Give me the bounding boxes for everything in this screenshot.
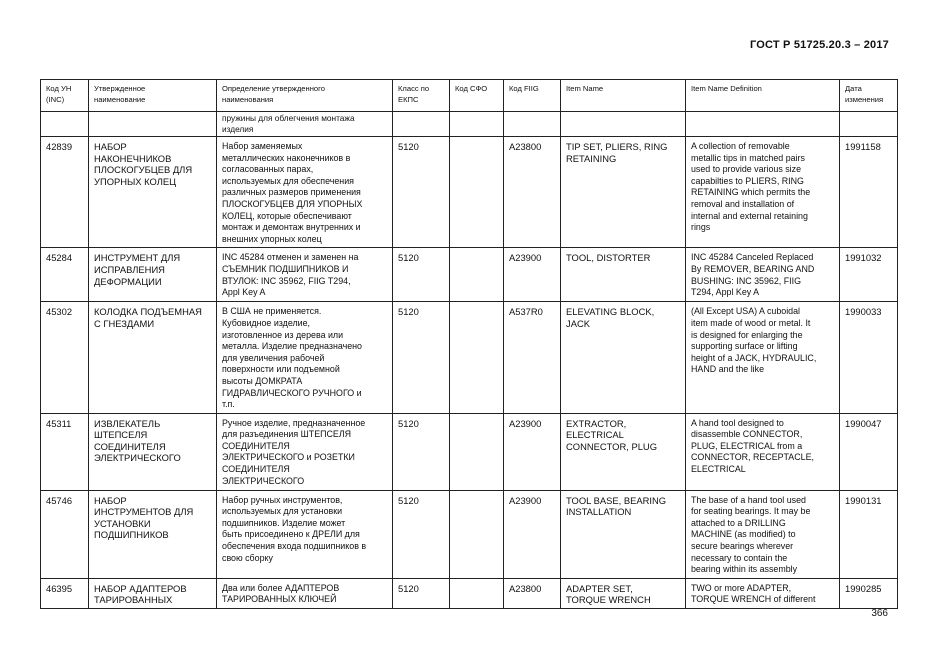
page-number: 366	[871, 608, 888, 619]
table-row	[41, 248, 898, 302]
cell-date: 1990033	[840, 302, 898, 413]
cell-inc: 46395	[41, 578, 89, 608]
cell-item-name: EXTRACTOR, ELECTRICAL CONNECTOR, PLUG	[561, 413, 686, 490]
cell-item-name: TIP SET, PLIERS, RING RETAINING	[561, 137, 686, 248]
cell-fiig: A23900	[504, 413, 561, 490]
header-sfo-code: Код СФО	[450, 80, 504, 112]
cell-sfo	[450, 490, 504, 578]
cell-definition: Ручное изделие, предназначенное для разъединения ШТЕПСЕЛЯ СОЕДИНИТЕЛЯ ЭЛЕКТРИЧЕСКОГО и РОЗЕТКИ СОЕДИНИТЕЛЯ ЭЛЕКТРИЧЕСКОГО	[217, 413, 393, 490]
header-ekps-class: Класс по ЕКПС	[393, 80, 450, 112]
cell-item-def: A hand tool designed to disassemble CONNECTOR, PLUG, ELECTRICAL from a CONNECTOR, RECEPTACLE, ELECTRICAL	[686, 413, 840, 490]
cell-inc: 45311	[41, 413, 89, 490]
cell-ekps: 5120	[393, 413, 450, 490]
item-name-table	[40, 79, 898, 609]
cell-definition: Набор ручных инструментов, используемых для установки подшипников. Изделие может быть присоединено к ДРЕЛИ для обеспечения входа подшипников в свою сборку	[217, 490, 393, 578]
cell-name: НАБОР НАКОНЕЧНИКОВ ПЛОСКОГУБЦЕВ ДЛЯ УПОРНЫХ КОЛЕЦ	[89, 137, 217, 248]
cell-inc: 45746	[41, 490, 89, 578]
cell-inc: 42839	[41, 137, 89, 248]
cell-name: НАБОР АДАПТЕРОВ ТАРИРОВАННЫХ	[89, 578, 217, 608]
cell-date: 1990131	[840, 490, 898, 578]
cell-definition: В США не применяется. Кубовидное изделие, изготовленное из дерева или металла. Изделие предназначено для увеличения рабочей поверхности или подъемной высоты ДОМКРАТА ГИДРАВЛИЧЕСКОГО РУЧНОГО и т.п.	[217, 302, 393, 413]
cell-item-name: ELEVATING BLOCK, JACK	[561, 302, 686, 413]
cell-ekps	[393, 112, 450, 137]
cell-ekps: 5120	[393, 137, 450, 248]
cell-inc: 45284	[41, 248, 89, 302]
cell-name: ИЗВЛЕКАТЕЛЬ ШТЕПСЕЛЯ СОЕДИНИТЕЛЯ ЭЛЕКТРИЧЕСКОГО	[89, 413, 217, 490]
cell-fiig	[504, 112, 561, 137]
header-item-name-definition: Item Name Definition	[686, 80, 840, 112]
cell-item-name: ADAPTER SET, TORQUE WRENCH	[561, 578, 686, 608]
table-row	[41, 490, 898, 578]
cell-sfo	[450, 413, 504, 490]
table-row	[41, 302, 898, 413]
cell-inc: 45302	[41, 302, 89, 413]
cell-definition: INC 45284 отменен и заменен на СЪЕМНИК ПОДШИПНИКОВ И ВТУЛОК: INC 35962, FIIG T294, Appl Key A	[217, 248, 393, 302]
cell-date: 1990285	[840, 578, 898, 608]
cell-name: ИНСТРУМЕНТ ДЛЯ ИСПРАВЛЕНИЯ ДЕФОРМАЦИИ	[89, 248, 217, 302]
cell-item-def: INC 45284 Canceled Replaced By REMOVER, BEARING AND BUSHING: INC 35962, FIIG T294, Appl Key A	[686, 248, 840, 302]
cell-item-def: (All Except USA) A cuboidal item made of wood or metal. It is designed for enlarging the supporting surface or lifting height of a JACK, HYDRAULIC, HAND and the like	[686, 302, 840, 413]
cell-date	[840, 112, 898, 137]
cell-date: 1991158	[840, 137, 898, 248]
header-fiig-code: Код FIIG	[504, 80, 561, 112]
table-body	[41, 112, 898, 609]
cell-fiig: A537R0	[504, 302, 561, 413]
cell-fiig: A23900	[504, 248, 561, 302]
cell-item-name: TOOL, DISTORTER	[561, 248, 686, 302]
cell-fiig: A23900	[504, 490, 561, 578]
table-row	[41, 413, 898, 490]
cell-ekps: 5120	[393, 490, 450, 578]
cell-date: 1991032	[840, 248, 898, 302]
cell-fiig: A23800	[504, 578, 561, 608]
cell-date: 1990047	[840, 413, 898, 490]
table-header	[41, 80, 898, 112]
cell-sfo	[450, 248, 504, 302]
cell-item-def	[686, 112, 840, 137]
cell-sfo	[450, 112, 504, 137]
continuation-row	[41, 112, 898, 137]
cell-inc	[41, 112, 89, 137]
cell-item-def: A collection of removable metallic tips in matched pairs used to provide various size capabilties to PLIERS, RING RETAINING which permits the removal and installation of internal and external retaining rings	[686, 137, 840, 248]
cell-definition: Набор заменяемых металлических наконечников в согласованных парах, используемых для обеспечения различных размеров применения ПЛОСКОГУБЦЕВ ДЛЯ УПОРНЫХ КОЛЕЦ, которые обеспечивают монтаж и демонтаж внутренних и внешних упорных колец	[217, 137, 393, 248]
cell-sfo	[450, 137, 504, 248]
cell-sfo	[450, 578, 504, 608]
header-approved-name: Утвержденное наименование	[89, 80, 217, 112]
cell-sfo	[450, 302, 504, 413]
cell-fiig: A23800	[504, 137, 561, 248]
cell-item-def: TWO or more ADAPTER, TORQUE WRENCH of different	[686, 578, 840, 608]
header-row	[41, 80, 898, 112]
header-definition: Определение утвержденного наименования	[217, 80, 393, 112]
cell-name: КОЛОДКА ПОДЪЕМНАЯ С ГНЕЗДАМИ	[89, 302, 217, 413]
cell-name: НАБОР ИНСТРУМЕНТОВ ДЛЯ УСТАНОВКИ ПОДШИПНИКОВ	[89, 490, 217, 578]
header-item-name: Item Name	[561, 80, 686, 112]
table-row	[41, 578, 898, 608]
header-inc: Код УН (INC)	[41, 80, 89, 112]
document-header: ГОСТ Р 51725.20.3 – 2017	[749, 39, 889, 51]
cell-definition: пружины для облегчения монтажа изделия	[217, 112, 393, 137]
cell-ekps: 5120	[393, 578, 450, 608]
cell-item-name: TOOL BASE, BEARING INSTALLATION	[561, 490, 686, 578]
cell-name	[89, 112, 217, 137]
cell-ekps: 5120	[393, 302, 450, 413]
cell-definition: Два или более АДАПТЕРОВ ТАРИРОВАННЫХ КЛЮЧЕЙ	[217, 578, 393, 608]
header-change-date: Дата изменения	[840, 80, 898, 112]
cell-item-name	[561, 112, 686, 137]
cell-item-def: The base of a hand tool used for seating bearings. It may be attached to a DRILLING MACHINE (as modified) to secure bearings wherever necessary to contain the bearing within its assembly	[686, 490, 840, 578]
table-row	[41, 137, 898, 248]
cell-ekps: 5120	[393, 248, 450, 302]
